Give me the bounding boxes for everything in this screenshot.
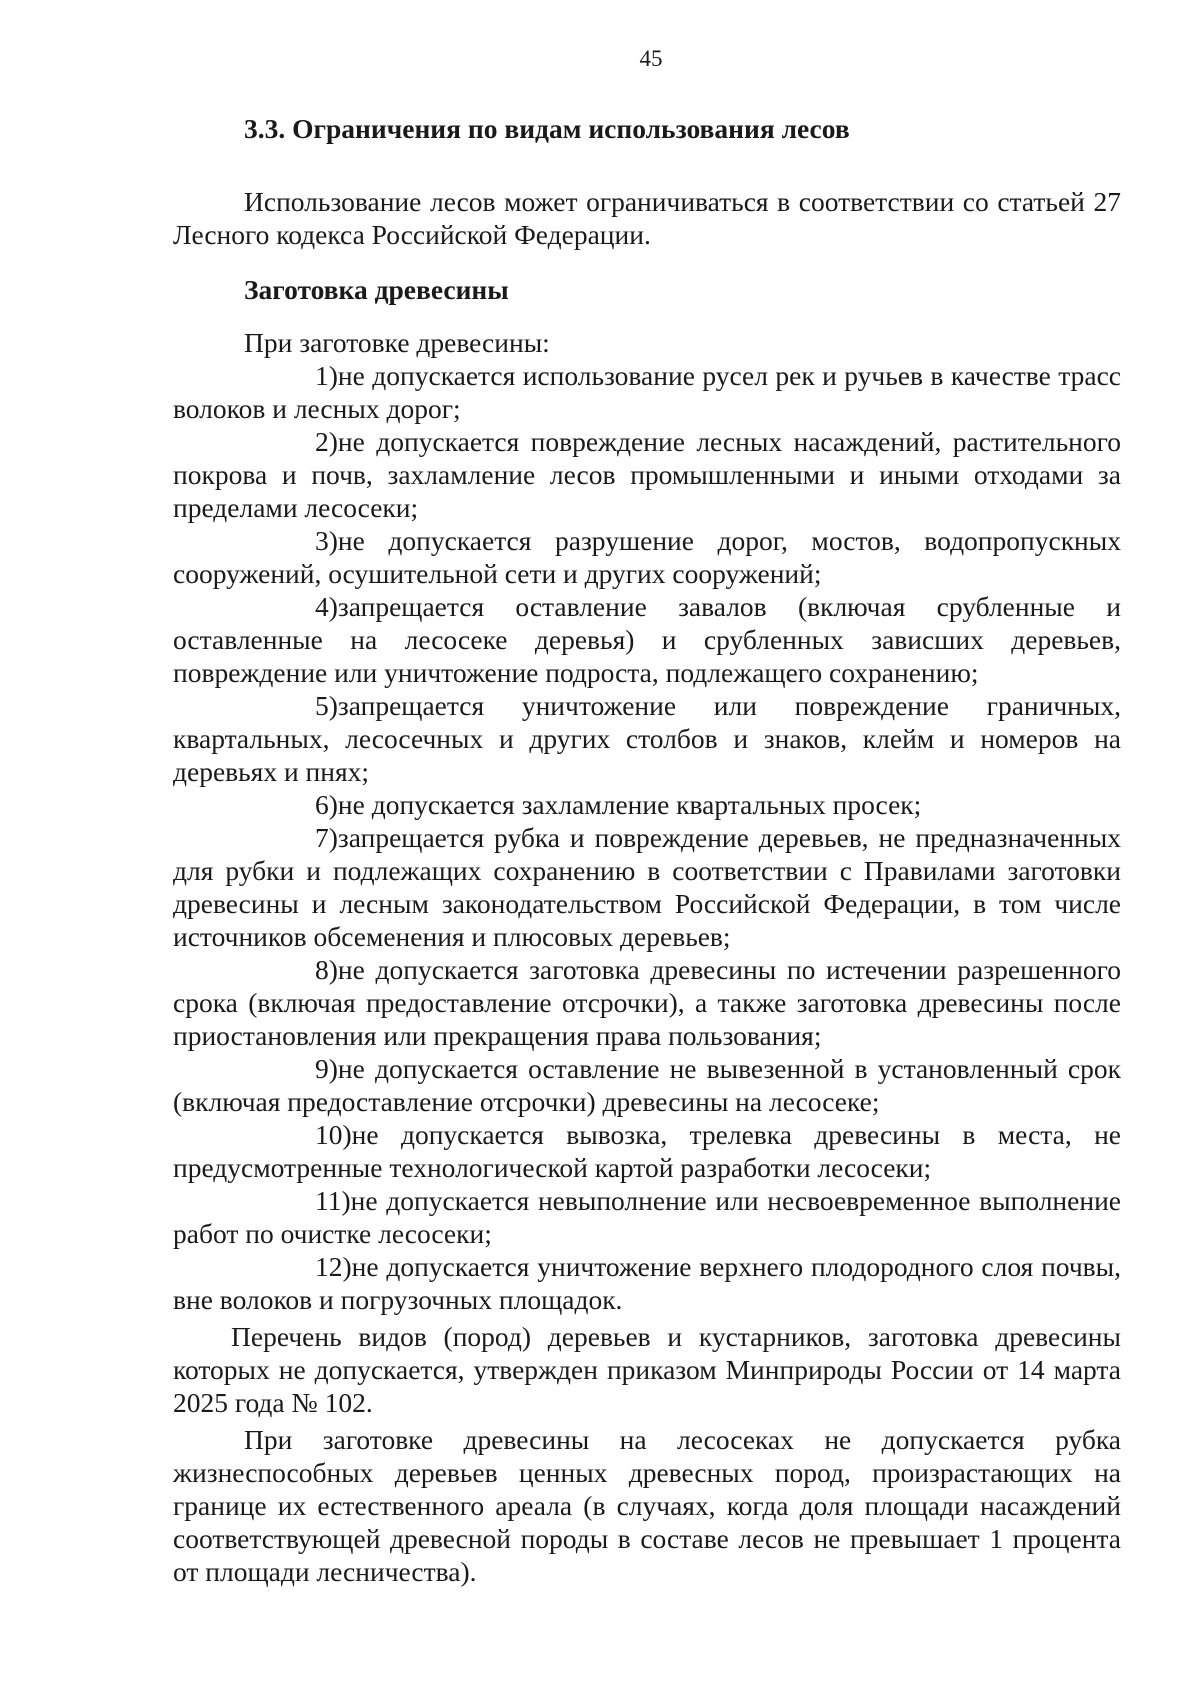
list-item-number: 11) xyxy=(315,1185,351,1216)
list-item xyxy=(173,689,1121,788)
list-item-text: запрещается уничтожение или повреждение граничных, квартальных, лесосечных и других столбов и знаков, клейм и номеров на деревьях и пнях; xyxy=(173,690,1121,787)
list-item-number: 5) xyxy=(315,690,338,721)
list-item-number: 12) xyxy=(315,1251,352,1282)
list-item-text: не допускается вывозка, трелевка древесины в места, не предусмотренные технологической картой разработки лесосеки; xyxy=(173,1119,1121,1183)
list-item-number: 2) xyxy=(315,426,338,457)
list-item xyxy=(173,1118,1121,1184)
list-item xyxy=(173,953,1121,1052)
list-item xyxy=(173,821,1121,953)
list-item-text: не допускается уничтожение верхнего плодородного слоя почвы, вне волоков и погрузочных площадок. xyxy=(173,1251,1121,1315)
list-item-text: запрещается рубка и повреждение деревьев, не предназначенных для рубки и подлежащих сохранению в соответствии с Правилами заготовки древесины и лесным законодательством Российской Федерации, в том числе источников обсеменения и плюсовых деревьев; xyxy=(173,822,1121,952)
subheading: Заготовка древесины xyxy=(244,274,509,305)
list-item xyxy=(173,1184,1121,1250)
list-item-number: 8) xyxy=(315,954,338,985)
list-item-text: не допускается заготовка древесины по истечении разрешенного срока (включая предоставление отсрочки), а также заготовка древесины после приостановления или прекращения права пользования; xyxy=(173,954,1121,1051)
document-body xyxy=(173,112,1121,1588)
section-title: 3.3. Ограничения по видам использования лесов xyxy=(244,113,850,144)
list-lead: При заготовке древесины: xyxy=(244,327,550,358)
list-item-number: 3) xyxy=(315,525,338,556)
list-item-number: 7) xyxy=(315,822,338,853)
list-item-number: 9) xyxy=(315,1053,338,1084)
list-item xyxy=(173,1052,1121,1118)
list-item-number: 4) xyxy=(315,591,338,622)
list-item-text: не допускается повреждение лесных насаждений, растительного покрова и почв, захламление лесов промышленными и иными отходами за пределами лесосеки; xyxy=(173,426,1121,523)
page-number: 45 xyxy=(639,46,663,71)
list-item xyxy=(173,425,1121,524)
list-item-number: 1) xyxy=(315,360,338,391)
list-item-text: не допускается невыполнение или несвоевременное выполнение работ по очистке лесосеки; xyxy=(173,1185,1121,1249)
intro-paragraph: Использование лесов может ограничиваться в соответствии со статьей 27 Лесного кодекса Российской Федерации. xyxy=(173,186,1121,250)
list-item xyxy=(173,1250,1121,1316)
list-item xyxy=(173,788,1121,821)
list-item-text: запрещается оставление завалов (включая срубленные и оставленные на лесосеке деревья) и срубленных зависших деревьев, повреждение или уничтожение подроста, подлежащего сохранению; xyxy=(173,591,1121,688)
restrictions-list xyxy=(173,359,1121,1316)
valuable-species-paragraph: При заготовке древесины на лесосеках не допускается рубка жизнеспособных деревьев ценных древесных пород, произрастающих на границе их естественного ареала (в случаях, когда доля площади насаждений соответствующей древесной породы в составе лесов не превышает 1 процента от площади лесничества). xyxy=(173,1424,1121,1587)
list-item xyxy=(173,359,1121,425)
list-item-number: 10) xyxy=(315,1119,352,1150)
list-item-text: не допускается захламление квартальных просек; xyxy=(337,789,922,820)
species-paragraph: Перечень видов (пород) деревьев и кустарников, заготовка древесины которых не допускается, утвержден приказом Минприроды России от 14 марта 2025 года № 102. xyxy=(173,1321,1121,1418)
list-item xyxy=(173,590,1121,689)
list-item-number: 6) xyxy=(315,789,338,820)
list-item-text: не допускается оставление не вывезенной в установленный срок (включая предоставление отсрочки) древесины на лесосеке; xyxy=(173,1053,1121,1117)
list-item xyxy=(173,524,1121,590)
list-item-text: не допускается разрушение дорог, мостов, водопропускных сооружений, осушительной сети и других сооружений; xyxy=(173,525,1121,589)
list-item-text: не допускается использование русел рек и ручьев в качестве трасс волоков и лесных дорог; xyxy=(173,360,1121,424)
